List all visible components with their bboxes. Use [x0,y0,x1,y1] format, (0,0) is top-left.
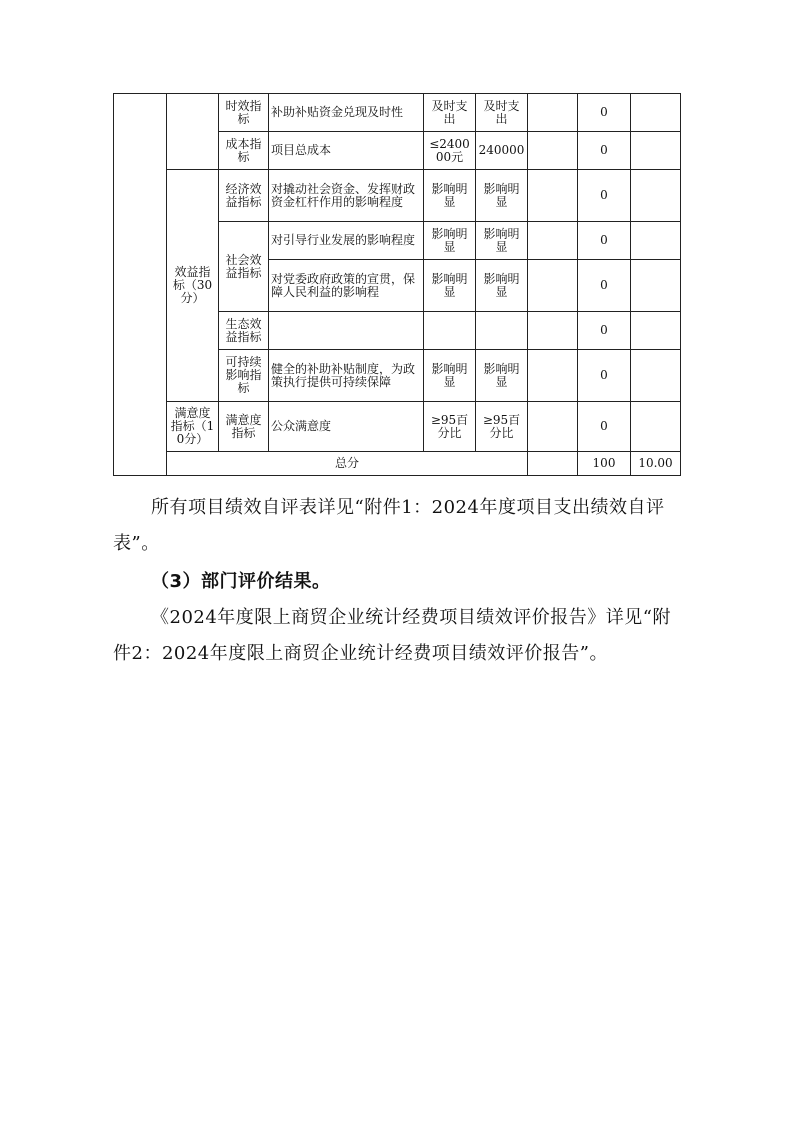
actual-value [476,312,528,350]
table-row [114,94,681,132]
actual-value: 240000 [476,132,528,170]
indicator-content: 补助补贴资金兑现及时性 [269,94,424,132]
note-cell [631,312,681,350]
benefit-indicator-label: 效益指标（30分） [167,170,219,402]
target-value: 及时支出 [424,94,476,132]
score-cell: 0 [578,222,631,260]
weight-cell [528,170,578,222]
note-cell [631,402,681,452]
score-cell: 0 [578,312,631,350]
note-cell [631,132,681,170]
section-heading: （3）部门评价结果。 [151,571,331,592]
actual-value: 影响明显 [476,350,528,402]
actual-value: 及时支出 [476,94,528,132]
performance-table [113,93,681,476]
weight-cell [528,132,578,170]
total-row [114,452,681,476]
actual-value: 影响明显 [476,260,528,312]
level3-cell: 经济效益指标 [219,170,269,222]
target-value: ≥95百分比 [424,402,476,452]
paragraph-attachment2: 《2024年度限上商贸企业统计经费项目绩效评价报告》详见“附件2：2024年度限上商贸企业统计经费项目绩效评价报告”。 [113,607,672,664]
target-value: 影响明显 [424,260,476,312]
weight-cell [528,350,578,402]
total-score: 10.00 [631,452,681,476]
note-cell [631,260,681,312]
indicator-content: 对撬动社会资金、发挥财政资金杠杆作用的影响程度 [269,170,424,222]
score-cell: 0 [578,132,631,170]
total-weight: 100 [578,452,631,476]
actual-value: ≥95百分比 [476,402,528,452]
level3-cell: 生态效益指标 [219,312,269,350]
score-cell: 0 [578,260,631,312]
indicator-content: 健全的补助补贴制度，为政策执行提供可持续保障 [269,350,424,402]
indicator-content: 对党委政府政策的宣贯，保障人民利益的影响程 [269,260,424,312]
level1-cell [114,94,167,476]
score-cell: 0 [578,170,631,222]
paragraph-attachment1: 所有项目绩效自评表详见“附件1：2024年度项目支出绩效自评表”。 [113,497,665,554]
target-value: 影响明显 [424,350,476,402]
level3-cell: 社会效益指标 [219,222,269,312]
score-cell: 0 [578,94,631,132]
score-cell: 0 [578,402,631,452]
target-value: 影响明显 [424,222,476,260]
note-cell [631,170,681,222]
indicator-content [269,312,424,350]
target-value: ≤240000元 [424,132,476,170]
weight-cell [528,312,578,350]
note-cell [631,94,681,132]
level3-cell: 可持续影响指标 [219,350,269,402]
table-row [114,170,681,222]
target-value: 影响明显 [424,170,476,222]
level3-cell: 满意度指标 [219,402,269,452]
note-cell [631,222,681,260]
indicator-content: 项目总成本 [269,132,424,170]
indicator-content: 公众满意度 [269,402,424,452]
target-value [424,312,476,350]
total-blank [528,452,578,476]
table-row [114,402,681,452]
weight-cell [528,222,578,260]
weight-cell [528,260,578,312]
level3-cell: 成本指标 [219,132,269,170]
indicator-content: 对引导行业发展的影响程度 [269,222,424,260]
actual-value: 影响明显 [476,170,528,222]
weight-cell [528,402,578,452]
note-cell [631,350,681,402]
actual-value: 影响明显 [476,222,528,260]
satisfaction-indicator-label: 满意度指标（10分） [167,402,219,452]
level2-cell [167,94,219,170]
level3-cell: 时效指标 [219,94,269,132]
score-cell: 0 [578,350,631,402]
total-label: 总分 [167,452,528,476]
weight-cell [528,94,578,132]
